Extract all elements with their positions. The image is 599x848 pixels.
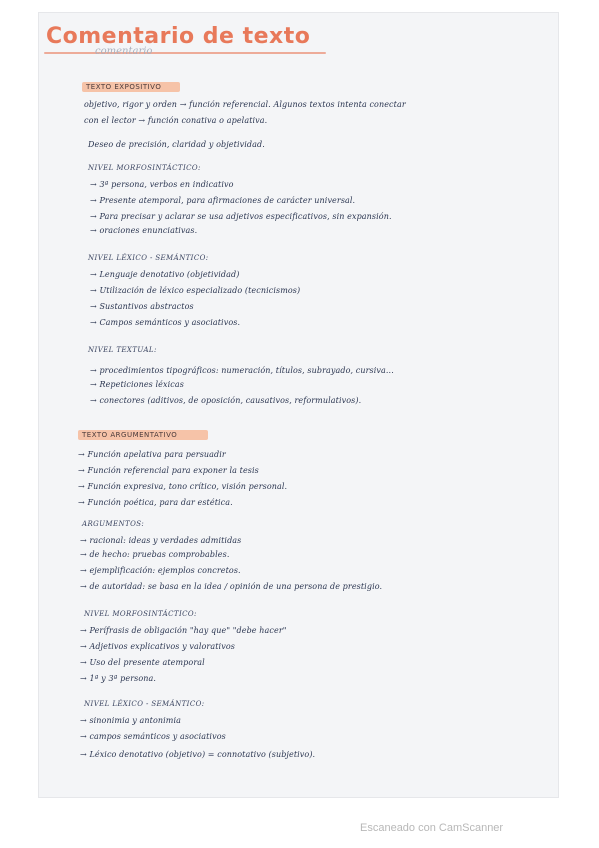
expositivo-intro-line-2: con el lector → función conativa o apelativa. (84, 116, 268, 125)
expositivo-morfo-item: → 3ª persona, verbos en indicativo (90, 180, 234, 189)
scanner-watermark: Escaneado con CamScanner (360, 822, 504, 834)
argumento-item: → de autoridad: se basa en la idea / opinión de una persona de prestigio. (80, 582, 383, 591)
argumentativo-lexico-label: NIVEL LÉXICO - SEMÁNTICO: (84, 700, 205, 708)
expositivo-intro-line-1: objetivo, rigor y orden → función referencial. Algunos textos intenta conectar (84, 100, 406, 109)
page-title: Comentario de texto (46, 24, 311, 49)
argumentativo-function-item: → Función expresiva, tono crítico, visión personal. (78, 482, 288, 491)
argumentativo-morfo-item: → Uso del presente atemporal (80, 658, 205, 667)
argumentativo-lexico-item: → Léxico denotativo (objetivo) = connotativo (subjetivo). (80, 750, 316, 759)
expositivo-lexico-item: → Lenguaje denotativo (objetividad) (90, 270, 240, 279)
expositivo-intro-line-3: Deseo de precisión, claridad y objetividad. (88, 140, 265, 149)
title-underline (44, 52, 326, 54)
argumentativo-morfo-item: → 1ª y 3ª persona. (80, 674, 157, 683)
expositivo-morfo-item: → Para precisar y aclarar se usa adjetivos especificativos, sin expansión. (90, 212, 392, 221)
argumentativo-morfo-item: → Perífrasis de obligación "hay que" "debe hacer" (80, 626, 287, 635)
expositivo-textual-item: → conectores (aditivos, de oposición, causativos, reformulativos). (90, 396, 362, 405)
argumentos-label: ARGUMENTOS: (82, 520, 145, 528)
expositivo-textual-item: → procedimientos tipográficos: numeración, títulos, subrayado, cursiva... (90, 366, 394, 375)
title-shadow-text: comentario (95, 46, 153, 57)
expositivo-lexico-item: → Utilización de léxico especializado (tecnicismos) (90, 286, 301, 295)
argumentativo-morfo-item: → Adjetivos explicativos y valorativos (80, 642, 235, 651)
expositivo-lexico-item: → Sustantivos abstractos (90, 302, 194, 311)
section-heading-expositivo: TEXTO EXPOSITIVO (86, 83, 162, 91)
argumentativo-lexico-item: → sinonimia y antonimia (80, 716, 181, 725)
argumento-item: → de hecho: pruebas comprobables. (80, 550, 230, 559)
argumentativo-lexico-item: → campos semánticos y asociativos (80, 732, 226, 741)
expositivo-morfo-item: → Presente atemporal, para afirmaciones de carácter universal. (90, 196, 356, 205)
expositivo-lexico-label: NIVEL LÉXICO - SEMÁNTICO: (88, 254, 209, 262)
argumento-item: → racional: ideas y verdades admitidas (80, 536, 242, 545)
argumentativo-function-item: → Función referencial para exponer la tesis (78, 466, 259, 475)
argumentativo-morfo-label: NIVEL MORFOSINTÁCTICO: (84, 610, 197, 618)
argumentativo-function-item: → Función apelativa para persuadir (78, 450, 226, 459)
argumento-item: → ejemplificación: ejemplos concretos. (80, 566, 241, 575)
expositivo-morfo-label: NIVEL MORFOSINTÁCTICO: (88, 164, 201, 172)
expositivo-textual-label: NIVEL TEXTUAL: (88, 346, 157, 354)
expositivo-morfo-item: → oraciones enunciativas. (90, 226, 198, 235)
expositivo-textual-item: → Repeticiones léxicas (90, 380, 184, 389)
section-heading-argumentativo: TEXTO ARGUMENTATIVO (82, 431, 178, 439)
expositivo-lexico-item: → Campos semánticos y asociativos. (90, 318, 241, 327)
argumentativo-function-item: → Función poética, para dar estética. (78, 498, 233, 507)
